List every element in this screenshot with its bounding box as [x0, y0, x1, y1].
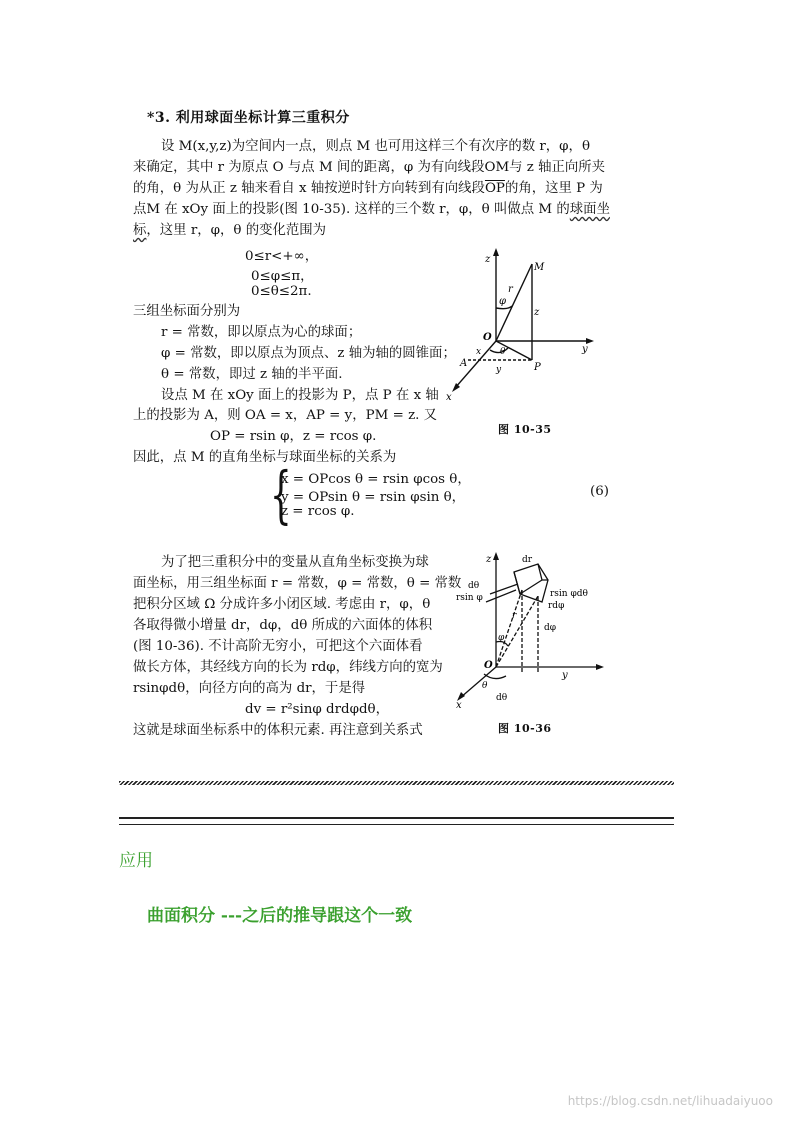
fig35-y: y	[582, 344, 588, 355]
z-arrow-icon	[493, 248, 499, 256]
text-line: 因此，点 M 的直角坐标与球面坐标的关系为	[133, 450, 397, 465]
figure-10-36	[450, 550, 610, 710]
fig36-dr: dr	[522, 555, 533, 565]
range-phi: 0≤φ≤π，	[251, 269, 314, 284]
figure-10-35-caption: 图 10-35	[498, 423, 552, 436]
figure-10-35	[440, 240, 610, 410]
range-theta: 0≤θ≤2π.	[251, 284, 312, 299]
range-r: 0≤r<+∞，	[245, 249, 319, 264]
text-line: 做长方体，其经线方向的长为 rdφ，纬线方向的宽为	[133, 660, 443, 675]
section-title: *3. 利用球面坐标计算三重积分	[147, 110, 350, 126]
text-line: 这就是球面坐标系中的体积元素. 再注意到关系式	[133, 723, 423, 738]
equation-dv: dv = r²sinφ drdφdθ，	[245, 702, 389, 717]
fig35-x-small: x	[476, 347, 482, 357]
fig36-rsinphidtheta: rsin φdθ	[550, 589, 588, 599]
fig35-x: x	[446, 392, 452, 403]
text-line: 各取得微小增量 dr，dφ，dθ 所成的六面体的体积	[133, 618, 433, 633]
fig36-o: O	[484, 660, 493, 671]
vector-op: $\overline{OP}$	[484, 181, 505, 196]
term-spherical-end: 标	[133, 223, 147, 238]
text-line: (图 10-36). 不计高阶无穷小，可把这个六面体看	[133, 639, 423, 654]
equation-brace: {	[270, 458, 292, 531]
fig35-a: A	[460, 358, 468, 369]
fig35-phi: φ	[499, 296, 507, 307]
text-line: 设 M(x,y,z)为空间内一点，则点 M 也可用这样三个有次序的数 r，φ，θ	[161, 139, 591, 154]
application-heading: 应用	[119, 851, 153, 871]
fig35-p: P	[534, 362, 541, 373]
fig36-dphi: dφ	[544, 623, 557, 633]
fig35-z: z	[485, 254, 491, 265]
fig36-dtheta: dθ	[468, 581, 480, 591]
application-text: 曲面积分 ---之后的推导跟这个一致	[147, 906, 413, 926]
fig35-zlen: z	[534, 307, 540, 318]
surface-item: r = 常数，即以原点为心的球面；	[161, 325, 362, 340]
surface-item: φ = 常数，即以原点为顶点、z 轴为轴的圆锥面；	[161, 346, 456, 361]
fig36-rdphi: rdφ	[548, 601, 565, 611]
fig35-r: r	[508, 284, 513, 295]
surfaces-intro: 三组坐标面分别为	[133, 304, 241, 319]
intro-paragraph	[133, 136, 610, 241]
equation-row: y = OPsin θ = rsin φsin θ，	[281, 490, 466, 505]
equation-row: z = rcos φ.	[281, 504, 355, 519]
text-line: 面坐标，用三组坐标面 r = 常数，φ = 常数，θ = 常数	[133, 576, 462, 591]
z-arrow-icon	[493, 552, 499, 560]
separator-double	[119, 817, 674, 825]
fig36-rsinphi: rsin φ	[456, 593, 483, 603]
fig36-r: r	[512, 611, 517, 621]
text-line: 为了把三重积分中的变量从直角坐标变换为球	[161, 555, 429, 570]
text-line: 把积分区域 Ω 分成许多小闭区域. 考虑由 r，φ，θ	[133, 597, 431, 612]
text-line: 上的投影为 A，则 OA = x，AP = y，PM = z. 又	[133, 408, 438, 423]
fig35-m: M	[534, 262, 545, 273]
separator-dashed	[119, 781, 674, 785]
fig36-z: z	[486, 554, 492, 565]
figure-10-36-caption: 图 10-36	[498, 722, 552, 735]
text-line: 来确定，其中 r 为原点 O 与点 M 间的距离，φ 为有向线段OM与 z 轴正向所夹	[133, 160, 606, 175]
text-line: rsinφdθ，向径方向的高为 dr，于是得	[133, 681, 366, 696]
surface-item: θ = 常数，即过 z 轴的半平面.	[161, 367, 343, 382]
fig36-theta: θ	[482, 681, 488, 691]
term-spherical: 球面坐	[569, 202, 610, 217]
fig36-x: x	[456, 700, 462, 710]
equation-row: x = OPcos θ = rsin φcos θ，	[281, 472, 471, 487]
text-line: 点M 在 xOy 面上的投影(图 10-35). 这样的三个数 r，φ，θ 叫做点 M 的球面坐	[133, 202, 610, 217]
fig35-theta: θ	[500, 347, 506, 357]
text-line: 的角，θ 为从正 z 轴来看自 x 轴按逆时针方向转到有向线段$\overline{OP}$的角，这里 P 为	[133, 181, 603, 196]
fig36-dtheta2: dθ	[496, 693, 508, 703]
fig36-phi: φ	[498, 633, 505, 643]
equation-number: (6)	[590, 484, 609, 499]
fig36-y: y	[562, 670, 568, 681]
text-line: 设点 M 在 xOy 面上的投影为 P，点 P 在 x 轴	[161, 388, 439, 403]
footer-watermark: https://blog.csdn.net/lihuadaiyuoo	[567, 1094, 773, 1108]
text-line: 标，这里 r，φ，θ 的变化范围为	[133, 223, 327, 238]
fig35-y-small: y	[496, 365, 502, 375]
y-arrow-icon	[596, 664, 604, 670]
equation-op: OP = rsin φ，z = rcos φ.	[210, 429, 377, 444]
fig35-o: O	[483, 332, 492, 343]
